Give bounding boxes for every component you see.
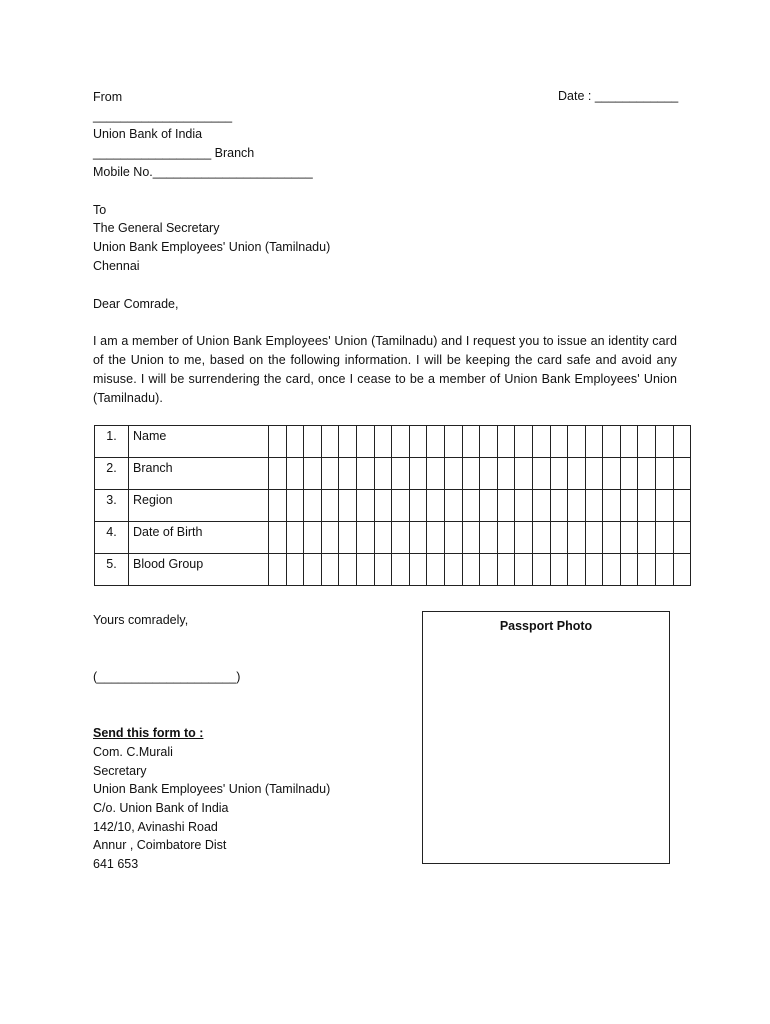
character-box[interactable]	[427, 458, 445, 490]
character-box[interactable]	[585, 522, 603, 554]
character-box[interactable]	[409, 554, 427, 586]
form-row	[95, 554, 691, 586]
closing: Yours comradely,	[93, 613, 189, 627]
character-box[interactable]	[568, 522, 586, 554]
character-box[interactable]	[444, 522, 462, 554]
character-box[interactable]	[497, 426, 515, 458]
character-box[interactable]	[656, 522, 674, 554]
character-box[interactable]	[585, 458, 603, 490]
character-box[interactable]	[304, 522, 322, 554]
character-box[interactable]	[585, 554, 603, 586]
character-box[interactable]	[550, 426, 568, 458]
character-box[interactable]	[673, 554, 691, 586]
character-box[interactable]	[656, 458, 674, 490]
character-box[interactable]	[304, 426, 322, 458]
body-paragraph: I am a member of Union Bank Employees' Union (Tamilnadu) and I request you to issue an identity card of the Union to me, based on the following information. I will be keeping the card safe and avoid any misuse. I will be surrendering the card, once I cease to be a member of Union Bank Employees' Union (Tamilnadu).	[93, 334, 677, 405]
character-box[interactable]	[374, 490, 392, 522]
character-box[interactable]	[673, 490, 691, 522]
character-box[interactable]	[339, 522, 357, 554]
character-box[interactable]	[620, 522, 638, 554]
row-number: 3.	[95, 490, 129, 522]
send-to-line: Annur , Coimbatore Dist	[93, 838, 227, 852]
character-box[interactable]	[392, 554, 410, 586]
character-box[interactable]	[356, 458, 374, 490]
character-box[interactable]	[515, 426, 533, 458]
character-box[interactable]	[321, 490, 339, 522]
character-box[interactable]	[532, 458, 550, 490]
row-label: Date of Birth	[129, 522, 269, 554]
character-box[interactable]	[427, 554, 445, 586]
character-box[interactable]	[603, 426, 621, 458]
character-box[interactable]	[497, 554, 515, 586]
character-box[interactable]	[321, 458, 339, 490]
character-box[interactable]	[568, 426, 586, 458]
character-box[interactable]	[409, 426, 427, 458]
character-box[interactable]	[550, 490, 568, 522]
character-box[interactable]	[673, 458, 691, 490]
character-box[interactable]	[269, 490, 287, 522]
signature-line: (____________________)	[93, 670, 241, 684]
character-box[interactable]	[568, 490, 586, 522]
character-box[interactable]	[497, 490, 515, 522]
character-box[interactable]	[638, 458, 656, 490]
sender-mobile: Mobile No._______________________	[93, 165, 313, 179]
passport-photo-box	[422, 611, 670, 864]
character-box[interactable]	[497, 458, 515, 490]
character-box[interactable]	[444, 458, 462, 490]
character-box[interactable]	[656, 490, 674, 522]
character-box[interactable]	[620, 490, 638, 522]
row-number: 4.	[95, 522, 129, 554]
character-box[interactable]	[603, 458, 621, 490]
character-box[interactable]	[444, 426, 462, 458]
character-box[interactable]	[374, 554, 392, 586]
character-box[interactable]	[462, 554, 480, 586]
character-box[interactable]	[304, 458, 322, 490]
character-box[interactable]	[515, 554, 533, 586]
recipient-title: The General Secretary	[93, 221, 220, 235]
character-box[interactable]	[656, 426, 674, 458]
character-box[interactable]	[585, 490, 603, 522]
character-box[interactable]	[620, 554, 638, 586]
character-box[interactable]	[356, 490, 374, 522]
sender-bank: Union Bank of India	[93, 127, 203, 141]
character-box[interactable]	[532, 426, 550, 458]
character-box[interactable]	[269, 522, 287, 554]
character-box[interactable]	[550, 522, 568, 554]
character-box[interactable]	[480, 458, 498, 490]
character-box[interactable]	[673, 426, 691, 458]
character-box[interactable]	[532, 522, 550, 554]
character-box[interactable]	[286, 458, 304, 490]
character-box[interactable]	[638, 426, 656, 458]
character-box[interactable]	[321, 554, 339, 586]
character-box[interactable]	[269, 426, 287, 458]
recipient-org: Union Bank Employees' Union (Tamilnadu)	[93, 240, 331, 254]
recipient-city: Chennai	[93, 259, 140, 273]
character-box[interactable]	[620, 426, 638, 458]
character-box[interactable]	[550, 458, 568, 490]
send-to-line: 641 653	[93, 857, 139, 871]
character-box[interactable]	[515, 458, 533, 490]
character-box[interactable]	[286, 490, 304, 522]
sender-name-blank: ____________________	[93, 109, 233, 123]
character-box[interactable]	[515, 490, 533, 522]
form-row	[95, 426, 691, 458]
character-box[interactable]	[462, 522, 480, 554]
character-box[interactable]	[374, 522, 392, 554]
character-box[interactable]	[603, 554, 621, 586]
send-to-line: C/o. Union Bank of India	[93, 801, 229, 815]
character-box[interactable]	[638, 522, 656, 554]
character-box[interactable]	[603, 522, 621, 554]
character-box[interactable]	[409, 490, 427, 522]
character-box[interactable]	[409, 522, 427, 554]
form-row	[95, 522, 691, 554]
send-to-heading: Send this form to :	[93, 726, 204, 740]
character-box[interactable]	[462, 426, 480, 458]
character-box[interactable]	[339, 458, 357, 490]
character-box[interactable]	[286, 426, 304, 458]
character-box[interactable]	[321, 522, 339, 554]
character-box[interactable]	[392, 458, 410, 490]
row-number: 2.	[95, 458, 129, 490]
character-box[interactable]	[321, 426, 339, 458]
row-number: 1.	[95, 426, 129, 458]
character-box[interactable]	[532, 490, 550, 522]
row-number: 5.	[95, 554, 129, 586]
sender-branch: _________________ Branch	[93, 146, 255, 160]
from-label: From	[93, 90, 123, 104]
character-box[interactable]	[356, 522, 374, 554]
row-label: Branch	[129, 458, 269, 490]
character-box[interactable]	[286, 554, 304, 586]
character-box[interactable]	[356, 426, 374, 458]
form-row	[95, 490, 691, 522]
send-to-line: 142/10, Avinashi Road	[93, 820, 218, 834]
character-box[interactable]	[427, 426, 445, 458]
send-to-line: Union Bank Employees' Union (Tamilnadu)	[93, 782, 331, 796]
character-box[interactable]	[620, 458, 638, 490]
character-box[interactable]	[480, 490, 498, 522]
row-label: Blood Group	[129, 554, 269, 586]
character-box[interactable]	[427, 490, 445, 522]
character-box[interactable]	[392, 490, 410, 522]
character-box[interactable]	[392, 426, 410, 458]
character-box[interactable]	[568, 458, 586, 490]
character-box[interactable]	[339, 490, 357, 522]
character-box[interactable]	[286, 522, 304, 554]
character-box[interactable]	[356, 554, 374, 586]
character-box[interactable]	[585, 426, 603, 458]
info-table	[94, 425, 691, 586]
character-box[interactable]	[532, 554, 550, 586]
character-box[interactable]	[444, 554, 462, 586]
character-box[interactable]	[673, 522, 691, 554]
character-box[interactable]	[444, 490, 462, 522]
character-box[interactable]	[462, 458, 480, 490]
date-field: Date : ____________	[558, 89, 679, 103]
character-box[interactable]	[568, 554, 586, 586]
character-box[interactable]	[480, 426, 498, 458]
send-to-line: Com. C.Murali	[93, 745, 173, 759]
character-box[interactable]	[480, 522, 498, 554]
row-label: Name	[129, 426, 269, 458]
send-to-line: Secretary	[93, 764, 147, 778]
character-box[interactable]	[409, 458, 427, 490]
character-box[interactable]	[304, 554, 322, 586]
character-box[interactable]	[374, 426, 392, 458]
character-box[interactable]	[374, 458, 392, 490]
character-box[interactable]	[392, 522, 410, 554]
character-box[interactable]	[339, 554, 357, 586]
row-label: Region	[129, 490, 269, 522]
character-box[interactable]	[304, 490, 322, 522]
character-box[interactable]	[339, 426, 357, 458]
passport-photo-label: Passport Photo	[499, 619, 593, 633]
character-box[interactable]	[550, 554, 568, 586]
character-box[interactable]	[603, 490, 621, 522]
character-box[interactable]	[656, 554, 674, 586]
character-box[interactable]	[638, 490, 656, 522]
character-box[interactable]	[427, 522, 445, 554]
character-box[interactable]	[269, 554, 287, 586]
character-box[interactable]	[515, 522, 533, 554]
character-box[interactable]	[497, 522, 515, 554]
character-box[interactable]	[269, 458, 287, 490]
to-label: To	[93, 203, 107, 217]
salutation: Dear Comrade,	[93, 297, 179, 311]
character-box[interactable]	[462, 490, 480, 522]
character-box[interactable]	[480, 554, 498, 586]
form-row	[95, 458, 691, 490]
character-box[interactable]	[638, 554, 656, 586]
